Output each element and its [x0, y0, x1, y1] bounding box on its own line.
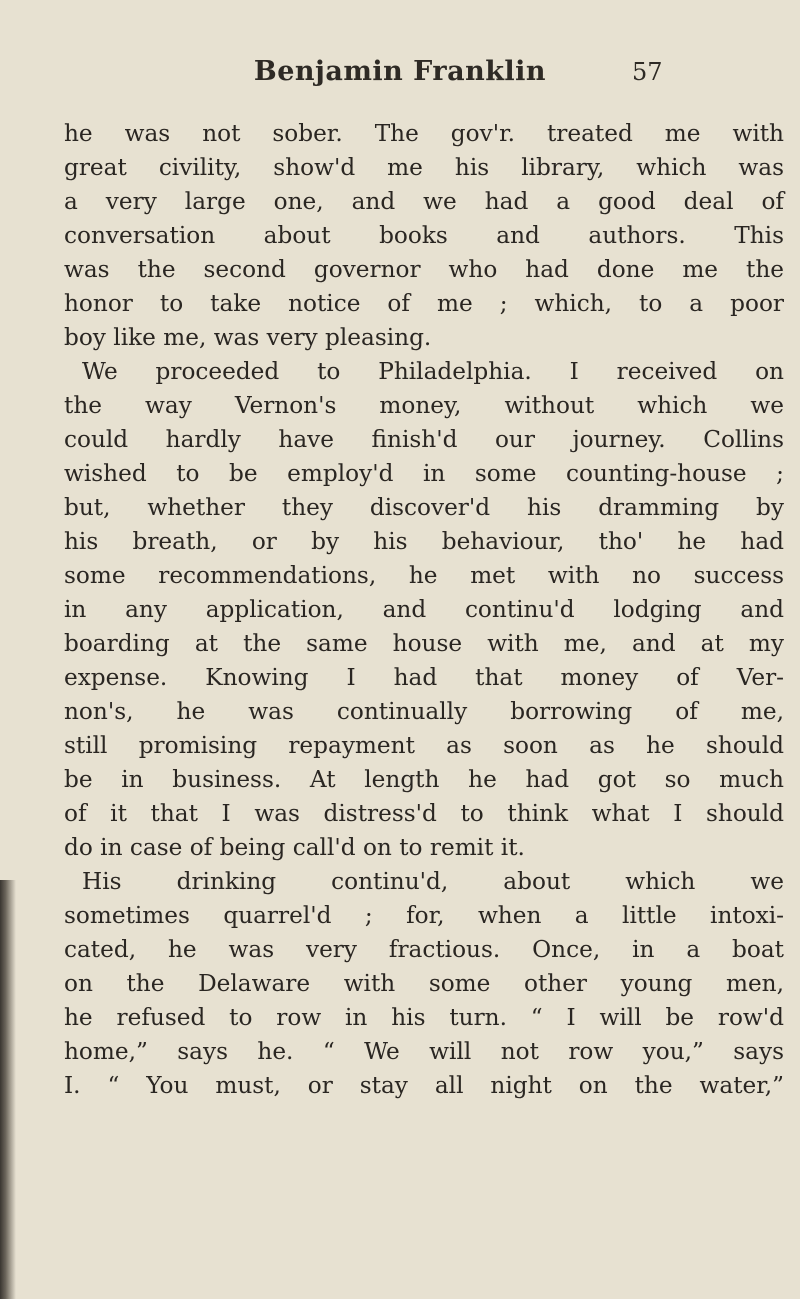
text-line: a very large one, and we had a good deal of: [64, 188, 784, 215]
text-line: his breath, or by his behaviour, tho' he had: [64, 528, 784, 555]
text-line: non's, he was continually borrowing of me,: [64, 698, 784, 725]
text-line: could hardly have finish'd our journey. Collins: [64, 426, 784, 453]
text-line: of it that I was distress'd to think what I should: [64, 800, 784, 827]
text-line: was the second governor who had done me the: [64, 256, 784, 283]
text-line: great civility, show'd me his library, which was: [64, 154, 784, 181]
text-line: do in case of being call'd on to remit it.: [64, 834, 525, 861]
text-line: but, whether they discover'd his dramming by: [64, 494, 784, 521]
text-line: still promising repayment as soon as he should: [64, 732, 784, 759]
text-line: home,” says he. “ We will not row you,” says: [64, 1038, 784, 1065]
text-line: boy like me, was very pleasing.: [64, 324, 432, 351]
text-line: on the Delaware with some other young men,: [64, 970, 784, 997]
text-line: We proceeded to Philadelphia. I received on: [82, 358, 784, 385]
text-line: be in business. At length he had got so much: [64, 766, 784, 793]
text-line: wished to be employ'd in some counting-house ;: [64, 460, 784, 487]
text-line: he refused to row in his turn. “ I will be row'd: [64, 1004, 784, 1031]
text-line: some recommendations, he met with no success: [64, 562, 784, 589]
text-line: expense. Knowing I had that money of Ver-: [64, 664, 784, 691]
text-line: cated, he was very fractious. Once, in a boat: [64, 936, 784, 963]
running-head-title: Benjamin Franklin: [253, 56, 547, 87]
text-line: boarding at the same house with me, and at my: [64, 630, 784, 657]
page-number: 57: [632, 58, 663, 86]
text-line: His drinking continu'd, about which we: [82, 868, 784, 895]
text-line: in any application, and continu'd lodging and: [64, 596, 784, 623]
text-line: conversation about books and authors. This: [64, 222, 784, 249]
text-line: the way Vernon's money, without which we: [64, 392, 784, 419]
text-line: sometimes quarrel'd ; for, when a little intoxi-: [64, 902, 784, 929]
page-edge-shadow: [0, 880, 16, 1299]
text-line: I. “ You must, or stay all night on the water,”: [64, 1072, 784, 1099]
text-line: honor to take notice of me ; which, to a poor: [64, 290, 784, 317]
running-head: [0, 56, 800, 96]
body-text: [64, 117, 784, 1103]
text-line: he was not sober. The gov'r. treated me with: [64, 120, 784, 147]
